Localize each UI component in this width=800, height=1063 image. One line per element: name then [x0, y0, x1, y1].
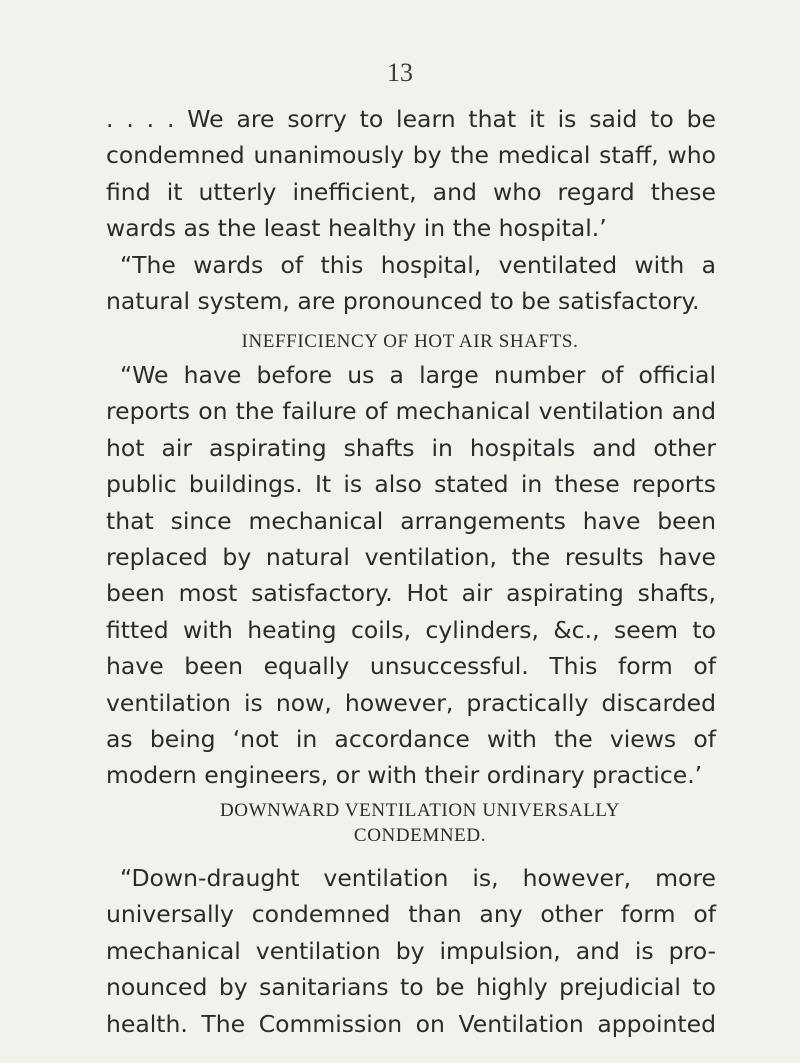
text-line: been most satisfactory. Hot air aspirating shafts,	[106, 579, 716, 608]
paragraph-3	[106, 357, 716, 794]
text-line: fitted with heating coils, cylinders, &c., seem to	[106, 615, 716, 644]
paragraph-2	[106, 247, 716, 320]
text-line: hot air aspirating shafts in hospitals and other	[106, 433, 716, 462]
text-line: have been equally unsuccessful. This form of	[106, 652, 716, 681]
text-line: wards as the least healthy in the hospital.’	[106, 214, 607, 243]
text-line: ventilation is now, however, practically discarded	[106, 688, 716, 717]
text-line: “We have before us a large number of official	[120, 361, 716, 389]
page-number: 13	[387, 58, 413, 87]
text-line: nounced by sanitarians to be highly prejudicial to	[106, 973, 716, 1002]
section-heading-downward-ventilation: DOWNWARD VENTILATION UNIVERSALLY	[219, 800, 621, 821]
text-line: “The wards of this hospital, ventilated with a	[120, 251, 716, 279]
text-line: modern engineers, or with their ordinary practice.’	[106, 761, 703, 790]
text-line: universally condemned than any other form of	[106, 900, 716, 929]
text-line: find it utterly inefficient, and who regard these	[106, 177, 716, 206]
paragraph-4	[106, 860, 716, 1042]
section-heading-condemned: CONDEMNED.	[353, 825, 487, 846]
text-line: condemned unanimously by the medical staff, who	[106, 141, 716, 170]
text-line: natural system, are pronounced to be satisfactory.	[106, 287, 700, 316]
paragraph-1	[106, 101, 716, 247]
text-line: as being ‘not in accordance with the views of	[106, 725, 716, 754]
text-line: . . . . We are sorry to learn that it is said to be	[106, 105, 716, 133]
text-line: “Down-draught ventilation is, however, more	[120, 864, 716, 892]
section-heading-hot-air-shafts: INEFFICIENCY OF HOT AIR SHAFTS.	[241, 331, 579, 352]
text-line: reports on the failure of mechanical ventilation and	[106, 397, 716, 426]
text-line: health. The Commission on Ventilation appointed	[106, 1009, 716, 1038]
text-line: that since mechanical arrangements have been	[106, 506, 716, 535]
text-line: public buildings. It is also stated in these reports	[106, 470, 716, 499]
text-line: mechanical ventilation by impulsion, and is pro-	[106, 936, 716, 965]
text-line: replaced by natural ventilation, the results have	[106, 543, 716, 572]
